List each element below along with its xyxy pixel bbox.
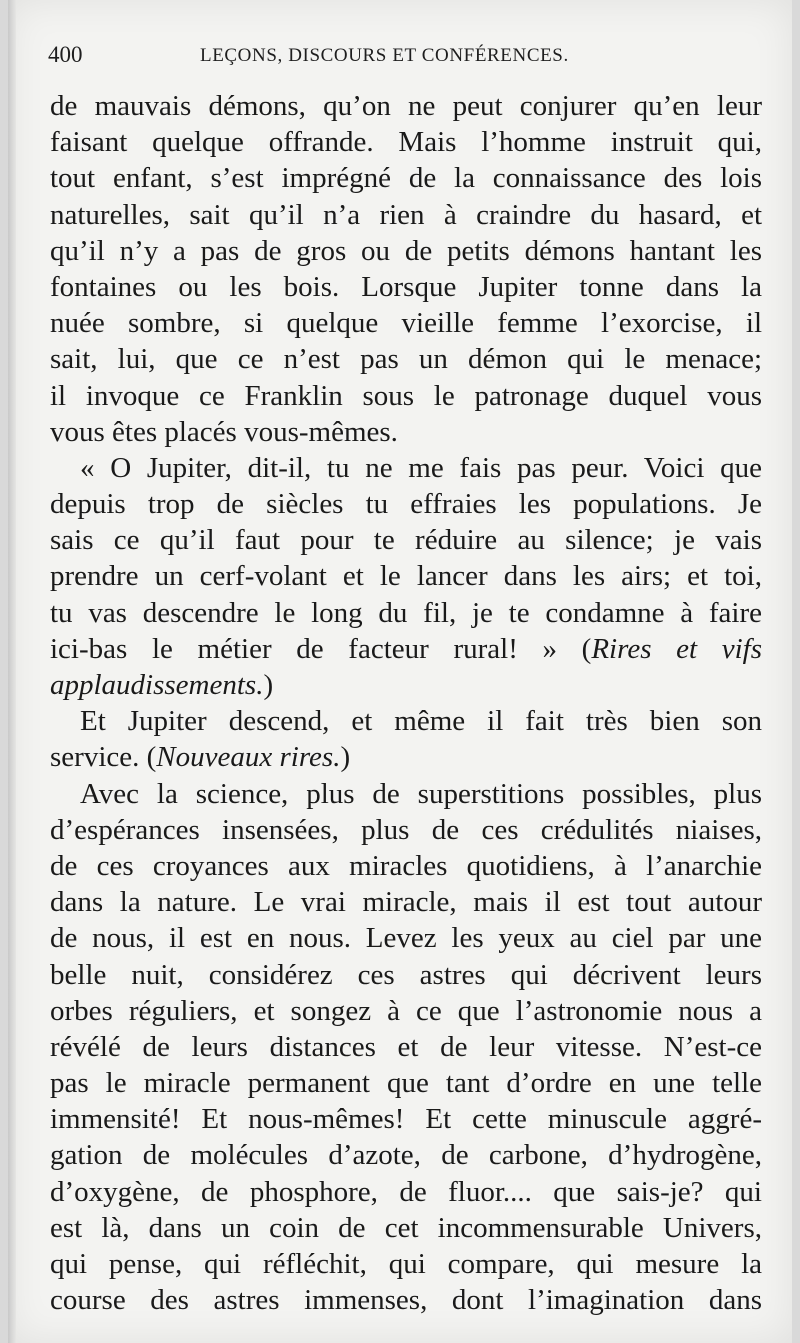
text-line: vous êtes placés vous-mêmes. [50,415,398,448]
paragraph-first-line: Avec la science, plus de superstitions possibles, plus [80,777,762,810]
text-line: d’oxygène, de phosphore, de fluor.... que sais-je? qui [50,1175,762,1208]
text-line: belle nuit, considérez ces astres qui décrivent leurs [50,958,762,991]
text-run: service. ( [50,741,157,774]
italic-stage-direction: Rires et vifs [591,632,762,665]
paragraph-first-line: « O Jupiter, dit-il, tu ne me fais pas peur. Voici que [80,451,762,484]
text-line: orbes réguliers, et songez à ce que l’astronomie nous a [50,994,762,1027]
text-line [50,631,762,667]
text-line: depuis trop de siècles tu effraies les populations. Je [50,488,762,521]
text-line: de mauvais démons, qu’on ne peut conjurer qu’en leur [50,90,762,122]
text-line: qui pense, qui réfléchit, qui compare, qui mesure la [50,1248,762,1280]
text-line: faisant quelque offrande. Mais l’homme instruit qui, [50,126,762,159]
text-line: d’espérances insensées, plus de ces crédulités niaises, [50,813,762,846]
text-line: de nous, il est en nous. Levez les yeux au ciel par une [50,922,762,955]
text-line: nuée sombre, si quelque vieille femme l’exorcise, il [50,307,762,340]
text-line [50,739,762,775]
text-line: il invoque ce Franklin sous le patronage duquel vous [50,379,762,412]
text-line: qu’il n’y a pas de gros ou de petits démons hantant les [50,234,762,267]
text-run: ) [340,741,351,774]
text-line: sait, lui, que ce n’est pas un démon qui le menace; [50,343,762,376]
text-run: ici-bas le métier de facteur rural! » ( [50,632,592,665]
text-line: tu vas descendre le long du fil, je te condamne à faire [50,596,762,629]
italic-stage-direction: Nouveaux rires. [156,741,341,774]
text-line: immensité! Et nous-mêmes! Et cette minuscule aggré- [50,1103,762,1136]
text-line: course des astres immenses, dont l’imagination dans [50,1284,762,1317]
page-edge-shadow [8,0,16,1343]
page-header [48,42,763,76]
running-title: LEÇONS, DISCOURS ET CONFÉRENCES. [200,45,569,66]
page-number: 400 [48,42,83,67]
paragraph-first-line: Et Jupiter descend, et même il fait très bien son [80,705,762,738]
text-line: tout enfant, s’est imprégné de la connaissance des lois [50,162,762,195]
text-line: est là, dans un coin de cet incommensurable Univers, [50,1211,762,1244]
text-line: de ces croyances aux miracles quotidiens, à l’anarchie [50,849,762,882]
text-line [50,667,762,703]
text-line: dans la nature. Le vrai miracle, mais il est tout autour [50,886,762,919]
italic-stage-direction: applaudissements. [50,669,264,701]
text-line: révélé de leurs distances et de leur vitesse. N’est-ce [50,1030,762,1063]
book-page [8,0,792,1343]
text-line: fontaines ou les bois. Lorsque Jupiter tonne dans la [50,270,762,303]
text-run: ) [263,669,274,701]
text-line: gation de molécules d’azote, de carbone, d’hydrogène, [50,1139,762,1172]
text-line: naturelles, sait qu’il n’a rien à craindre du hasard, et [50,198,762,231]
text-line: pas le miracle permanent que tant d’ordre en une telle [50,1067,762,1100]
body-text [50,88,762,1318]
text-line: sais ce qu’il faut pour te réduire au silence; je vais [50,524,762,557]
text-line: prendre un cerf-volant et le lancer dans les airs; et toi, [50,560,762,593]
